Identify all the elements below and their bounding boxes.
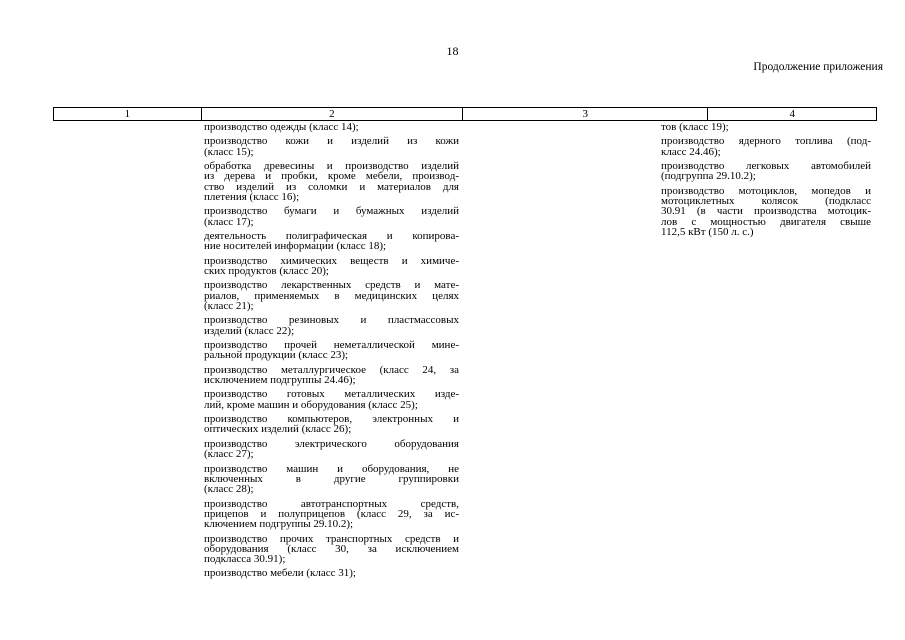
list-item (204, 136, 459, 157)
text-line: производство химических веществ и химиче- (204, 254, 459, 267)
list-item (204, 534, 459, 565)
list-item (204, 256, 459, 277)
list-item (661, 161, 871, 182)
text-line: (класс 17); (204, 215, 254, 228)
text-line: включенных в другие группировки (204, 472, 459, 485)
text-line: производство ядерного топлива (под- (661, 135, 871, 148)
continuation-label: Продолжение приложения (753, 61, 883, 73)
text-line: оптических изделий (класс 26); (204, 423, 352, 436)
text-line: производство резиновых и пластмассовых (204, 314, 459, 327)
list-item (661, 122, 871, 132)
text-line: производство легковых автомобилей (661, 160, 871, 173)
text-line: ских продуктов (класс 20); (204, 265, 329, 278)
text-line: производство электрического оборудования (204, 437, 459, 450)
text-line: деятельность полиграфическая и копирова- (204, 230, 459, 243)
text-line: плетения (класс 16); (204, 190, 300, 203)
list-item (204, 231, 459, 252)
list-item (661, 136, 871, 157)
list-item (204, 122, 459, 132)
text-line: ние носителей информации (класс 18); (204, 240, 387, 253)
text-line: обработка древесины и производство изделий (204, 160, 459, 173)
text-line: (класс 15); (204, 145, 254, 158)
text-line: из дерева и пробки, кроме мебели, производ- (204, 170, 459, 183)
table-header-cell-3: 3 (463, 108, 708, 120)
text-line: производство бумаги и бумажных изделий (204, 205, 459, 218)
text-line: производство мотоциклов, мопедов и (661, 184, 871, 197)
text-line: ральной продукции (класс 23); (204, 349, 349, 362)
text-line: (класс 21); (204, 300, 254, 313)
table-header-row (53, 107, 877, 121)
list-item (204, 161, 459, 202)
text-line: мотоциклетных колясок (подкласс (661, 195, 871, 208)
text-line: (подгруппа 29.10.2); (661, 170, 756, 183)
text-line: лий, кроме машин и оборудования (класс 25); (204, 398, 418, 411)
table-header-cell-1: 1 (54, 108, 202, 120)
list-item (204, 315, 459, 336)
text-line: производство одежды (класс 14); (204, 121, 359, 133)
table-header-cell-2: 2 (202, 108, 463, 120)
text-line: 112,5 кВт (150 л. с.) (661, 225, 754, 238)
text-line: производство прочих транспортных средств и (204, 532, 459, 545)
list-item (204, 499, 459, 530)
text-line: оборудования (класс 30, за исключением (204, 542, 459, 555)
list-item (204, 365, 459, 386)
text-line: тов (класс 19); (661, 121, 729, 133)
text-line: производство прочей неметаллической мине- (204, 339, 459, 352)
list-item (204, 280, 459, 311)
list-item (204, 340, 459, 361)
table-column-4 (661, 122, 871, 241)
text-line: прицепов и полуприцепов (класс 29, за ис- (204, 507, 459, 520)
list-item (204, 414, 459, 435)
text-line: подкласса 30.91); (204, 553, 286, 566)
text-line: риалов, применяемых в медицинских целях (204, 289, 459, 302)
text-line: (класс 28); (204, 483, 254, 496)
text-line: ство изделий из соломки и материалов для (204, 180, 459, 193)
text-line: исключением подгруппы 24.46); (204, 374, 356, 387)
text-line: производство лекарственных средств и мате- (204, 279, 459, 292)
text-line: производство металлургическое (класс 24, за (204, 363, 459, 376)
list-item (661, 186, 871, 237)
list-item (204, 439, 459, 460)
text-line: 30.91 (в части производства мотоцик- (661, 205, 871, 218)
page-number: 18 (446, 44, 459, 58)
list-item (204, 389, 459, 410)
text-line: производство машин и оборудования, не (204, 462, 459, 475)
list-item (204, 464, 459, 495)
text-line: производство компьютеров, электронных и (204, 413, 459, 426)
text-line: (класс 27); (204, 448, 254, 461)
text-line: ключением подгруппы 29.10.2); (204, 518, 354, 531)
list-item (204, 568, 459, 578)
text-line: производство мебели (класс 31); (204, 567, 356, 580)
text-line: класс 24.46); (661, 145, 721, 158)
table-column-2 (204, 122, 459, 583)
table-header-cell-4: 4 (789, 108, 795, 120)
list-item (204, 206, 459, 227)
text-line: производство готовых металлических изде- (204, 388, 459, 401)
text-line: лов с мощностью двигателя свыше (661, 215, 871, 228)
text-line: изделий (класс 22); (204, 324, 295, 337)
text-line: производство автотранспортных средств, (204, 497, 459, 510)
text-line: производство кожи и изделий из кожи (204, 135, 459, 148)
